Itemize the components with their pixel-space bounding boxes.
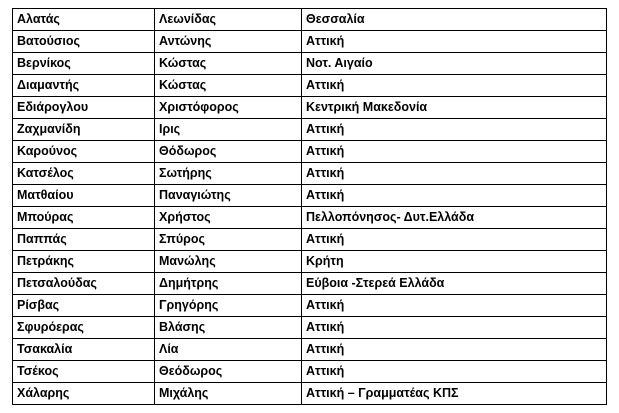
region-cell: Αττική [302,317,607,339]
first-name-cell: Γρηγόρης [155,295,302,317]
first-name-cell: Μανώλης [155,251,302,273]
surname-cell: Εδιάρογλου [13,97,155,119]
first-name-cell: Δημήτρης [155,273,302,295]
surname-cell: Πετράκης [13,251,155,273]
surname-cell: Τσακαλία [13,339,155,361]
region-cell: Αττική [302,361,607,383]
surname-cell: Ματθαίου [13,185,155,207]
surname-cell: Καρούνος [13,141,155,163]
table-row [13,339,607,361]
first-name-cell: Μιχάλης [155,383,302,405]
region-cell: Αττική [302,31,607,53]
table-row [13,53,607,75]
region-cell: Αττική [302,185,607,207]
surname-cell: Ζαχμανίδη [13,119,155,141]
region-cell: Κρήτη [302,251,607,273]
first-name-cell: Σπύρος [155,229,302,251]
table-row [13,361,607,383]
surname-cell: Σφυρόερας [13,317,155,339]
first-name-cell: Σωτήρης [155,163,302,185]
table-row [13,141,607,163]
first-name-cell: Ιρις [155,119,302,141]
table-row [13,185,607,207]
surname-cell: Χάλαρης [13,383,155,405]
table-row [13,383,607,405]
table-row [13,207,607,229]
table-row [13,119,607,141]
first-name-cell: Αντώνης [155,31,302,53]
table-row [13,163,607,185]
region-cell: Αττική [302,295,607,317]
first-name-cell: Παναγιώτης [155,185,302,207]
first-name-cell: Λεωνίδας [155,9,302,31]
region-cell: Αττική [302,229,607,251]
first-name-cell: Θόδωρος [155,141,302,163]
region-cell: Αττική [302,119,607,141]
first-name-cell: Θεόδωρος [155,361,302,383]
region-cell: Αττική [302,141,607,163]
region-cell: Νοτ. Αιγαίο [302,53,607,75]
table-row [13,9,607,31]
region-cell: Αττική [302,75,607,97]
first-name-cell: Χρήστος [155,207,302,229]
surname-cell: Ρίσβας [13,295,155,317]
table-row [13,273,607,295]
first-name-cell: Κώστας [155,53,302,75]
surname-cell: Μπούρας [13,207,155,229]
first-name-cell: Λία [155,339,302,361]
members-table [12,8,607,405]
surname-cell: Παππάς [13,229,155,251]
table-row [13,229,607,251]
table-row [13,97,607,119]
table-row [13,31,607,53]
surname-cell: Τσέκος [13,361,155,383]
surname-cell: Κατσέλος [13,163,155,185]
table-row [13,75,607,97]
surname-cell: Διαμαντής [13,75,155,97]
first-name-cell: Κώστας [155,75,302,97]
surname-cell: Βερνίκος [13,53,155,75]
table-row [13,251,607,273]
region-cell: Θεσσαλία [302,9,607,31]
region-cell: Πελλοπόνησος- Δυτ.Ελλάδα [302,207,607,229]
region-cell: Κεντρική Μακεδονία [302,97,607,119]
first-name-cell: Χριστόφορος [155,97,302,119]
first-name-cell: Βλάσης [155,317,302,339]
surname-cell: Αλατάς [13,9,155,31]
table-row [13,295,607,317]
region-cell: Αττική [302,339,607,361]
table-row [13,317,607,339]
region-cell: Εύβοια -Στερεά Ελλάδα [302,273,607,295]
members-table-body [13,9,607,405]
surname-cell: Πετσαλούδας [13,273,155,295]
region-cell: Αττική [302,163,607,185]
region-cell: Αττική – Γραμματέας ΚΠΣ [302,383,607,405]
surname-cell: Βατούσιος [13,31,155,53]
